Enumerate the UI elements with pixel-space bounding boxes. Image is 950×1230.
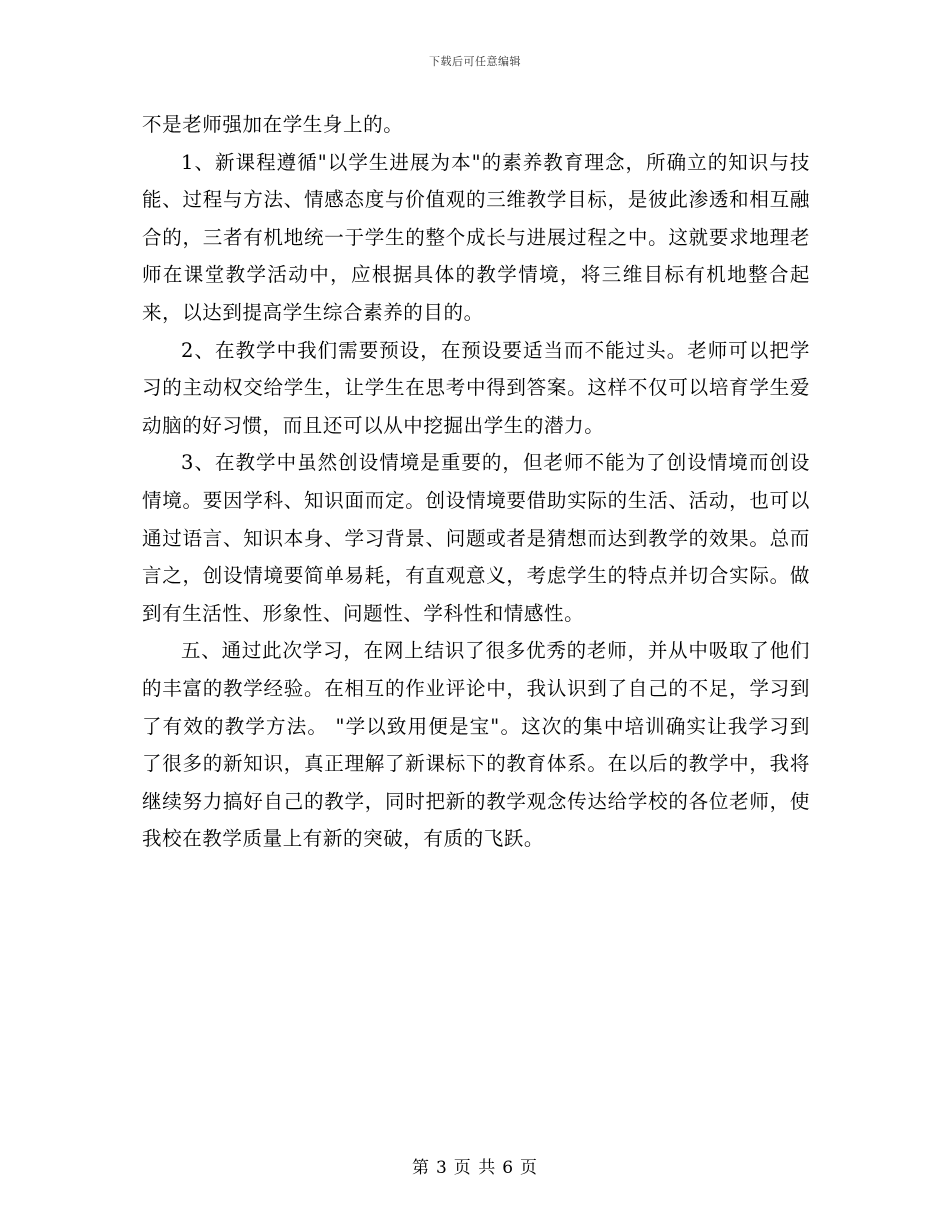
footer-page-number: 3 — [435, 1158, 448, 1178]
paragraph-continuation: 不是老师强加在学生身上的。 — [142, 113, 404, 136]
footer-prefix: 第 — [411, 1158, 430, 1178]
footer-total-pages: 6 — [502, 1158, 515, 1178]
paragraph-section-5: 五、通过此次学习，在网上结识了很多优秀的老师，并从中吸取了他们的丰富的教学经验。在相互的作业评论中，我认识到了自己的不足，学习到了有效的教学方法。 "学以致用便是宝"。这次的集中培训确实让我学习到了很多的新知识，真正理解了新课标下的教育体系。在以后的教学中，我将继续努力搞好自己的教学，同时把新的教学观念传达给学校的各位老师，使我校在教学质量上有新的突破，有质的飞跃。 — [142, 639, 810, 851]
page-footer — [0, 1153, 950, 1178]
paragraph-point-1: 1、新课程遵循"以学生进展为本"的素养教育理念，所确立的知识与技能、过程与方法、情感态度与价值观的三维教学目标，是彼此渗透和相互融合的，三者有机地统一于学生的整个成长与进展过程之中。这就要求地理老师在课堂教学活动中，应根据具体的教学情境，将三维目标有机地整合起来，以达到提高学生综合素养的目的。 — [142, 150, 810, 324]
page-header: 下载后可任意编辑 — [429, 55, 521, 68]
footer-suffix: 页 — [520, 1158, 539, 1178]
footer-middle: 页 共 — [453, 1158, 497, 1178]
paragraph-point-2: 2、在教学中我们需要预设，在预设要适当而不能过头。老师可以把学习的主动权交给学生，让学生在思考中得到答案。这样不仅可以培育学生爱动脑的好习惯，而且还可以从中挖掘出学生的潜力。 — [142, 338, 810, 437]
document-body — [142, 106, 810, 858]
paragraph-point-3: 3、在教学中虽然创设情境是重要的，但老师不能为了创设情境而创设情境。要因学科、知识面而定。创设情境要借助实际的生活、活动，也可以通过语言、知识本身、学习背景、问题或者是猜想而达到教学的效果。总而言之，创设情境要简单易耗，有直观意义，考虑学生的特点并切合实际。做到有生活性、形象性、问题性、学科性和情感性。 — [142, 451, 810, 625]
